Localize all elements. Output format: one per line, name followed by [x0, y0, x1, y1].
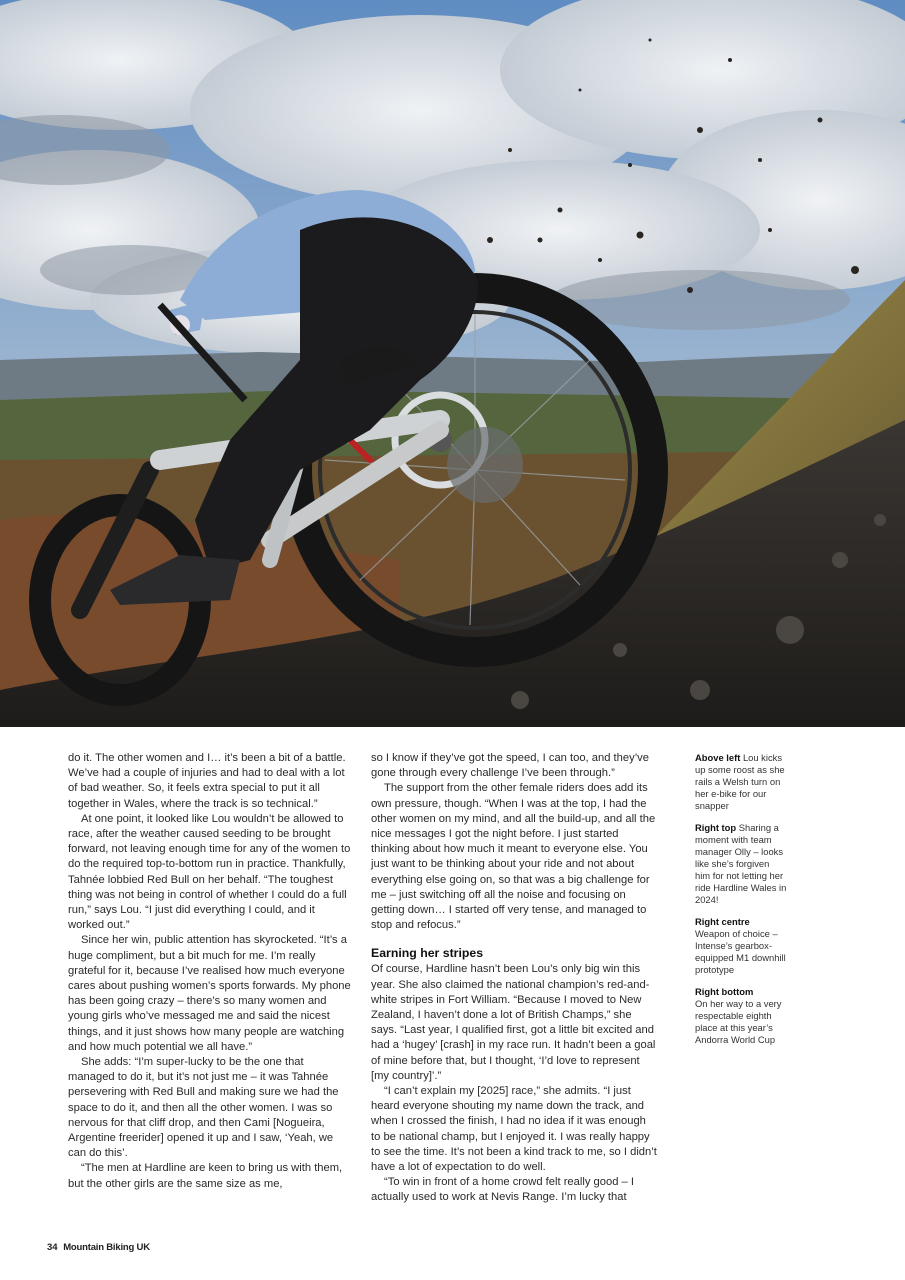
paragraph: Of course, Hardline hasn’t been Lou’s only big win this year. She also claimed the national champion’s red-and-white stripes in Fort William. “Because I moved to New Zealand, I haven’t done a lot of British Champs,” she says. “Last year, I qualified first, got a little bit excited and had a ‘hugey’ [crash] in my race run. It hadn’t been a goal of mine before that, but I thought, ‘I’d love to represent [my country]’.” [371, 963, 656, 1082]
caption-right-bottom [695, 986, 787, 1046]
paragraph: “To win in front of a home crowd felt really good – I actually used to work at Nevis Range. I’m lucky that [371, 1176, 634, 1204]
caption-text: Sharing a moment with team manager Olly – looks like she’s forgiven him for not letting her ride Hardline Wales in 2024! [695, 822, 787, 905]
article-column-2 [371, 751, 657, 1206]
subheading: Earning her stripes [371, 946, 484, 961]
caption-text: On her way to a very respectable eighth place at this year’s Andorra World Cup [695, 998, 782, 1045]
caption-label: Right top [695, 822, 737, 833]
paragraph: “The men at Hardline are keen to bring us with them, but the other girls are the same size as me, [68, 1162, 343, 1190]
caption-above-left [695, 752, 787, 812]
paragraph: “I can’t explain my [2025] race,” she admits. “I just heard everyone shouting my name down the track, and when I crossed the finish, I had no idea if it was enough to be national champ, but I enjoyed it. I was really happy to see the time. It’s not been a kind track to me, so I didn’t have a lot of expectation to do well. [371, 1085, 657, 1174]
paragraph: The support from the other female riders does add its own pressure, though. “When I was at the top, I had the other women on my mind, and all the build-up, and all the nice messages I got the night before. I just started thinking about how much it meant to everyone else. You just want to be thinking about your ride and not about everything else going on, so that was a big challenge for me – just switching off all the noise and focusing on getting down… I started off very tense, and managed to stop and refocus.” [371, 782, 656, 932]
page-number: 34 [47, 1242, 58, 1253]
caption-label: Above left [695, 752, 741, 763]
page-folio [47, 1242, 150, 1253]
caption-text: Lou kicks up some roost as she rails a Welsh turn on her e-bike for our snapper [695, 752, 785, 811]
paragraph: do it. The other women and I… it’s been a bit of a battle. We’ve had a couple of injuries and had to deal with a lot of bad weather. So, it feels extra special to put it all together in Wales, where the track is so technical.” [68, 752, 346, 810]
caption-label: Right centre [695, 916, 750, 927]
photo-captions [695, 752, 787, 1056]
paragraph: At one point, it looked like Lou wouldn’t be allowed to race, after the weather caused seeding to be brought forward, not leaving enough time for any of the women to do the required top-to-bottom run in practice. Thankfully, Tahnée lobbied Red Bull on her behalf. “The toughest thing was not being in control of whether I could do a full run,” says Lou. “I just did everything I could, and it worked out.” [68, 812, 351, 932]
caption-right-centre [695, 916, 787, 976]
caption-right-top [695, 822, 787, 906]
caption-label: Right bottom [695, 986, 754, 997]
article-column-1 [68, 751, 351, 1192]
paragraph: so I know if they’ve got the speed, I can too, and they’ve gone through every challenge I’ve been through.” [371, 752, 649, 780]
magazine-name: Mountain Biking UK [63, 1242, 150, 1253]
paragraph: Since her win, public attention has skyrocketed. “It’s a huge compliment, but a bit much for me. I’m really grateful for it, because I’ve realised how much everyone cares about pushing women’s sports forwards. My phone has been going crazy – there’s so many women and young girls who’ve messaged me and said the nicest things, and it just shows how many people are watching and how much potential we all have.” [68, 934, 351, 1053]
paragraph: She adds: “I’m super-lucky to be the one that managed to do it, but it’s not just me – it was Tahnée persevering with Red Bull and making sure we had the space to do it, and then all the other women. I was so nervous for that cliff drop, and then Cami [Nogueira, Argentine freerider] opened it up and I saw, ‘Yeah, we can do this’. [68, 1056, 339, 1160]
caption-text: Weapon of choice – Intense’s gearbox-equipped M1 downhill prototype [695, 928, 786, 975]
